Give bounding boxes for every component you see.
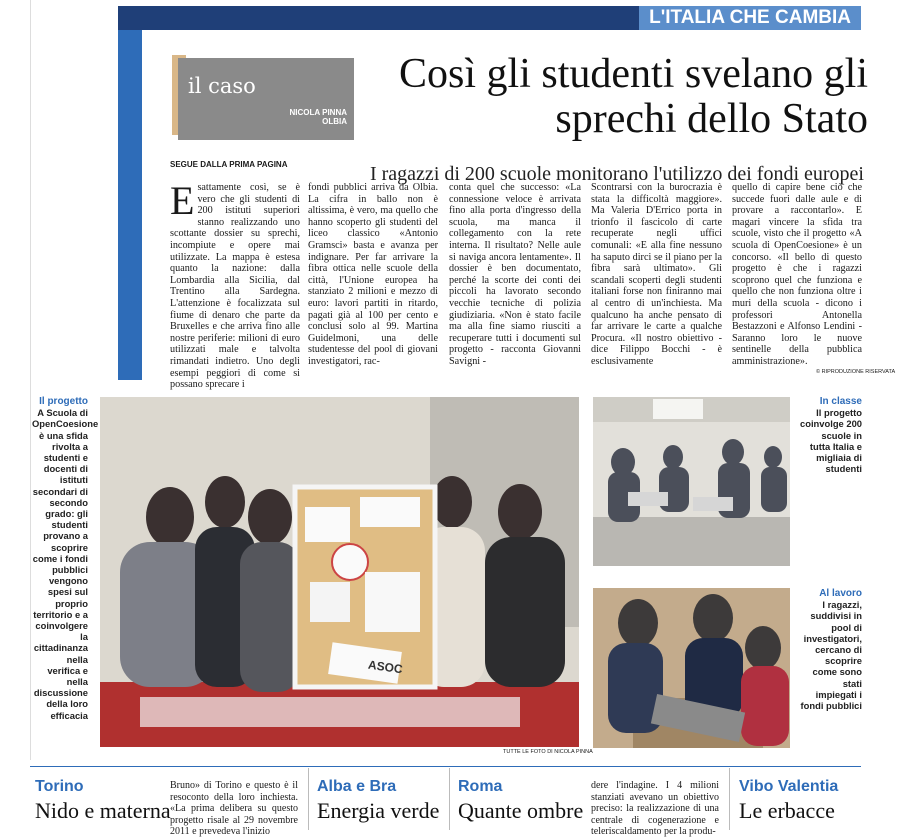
caso-box xyxy=(178,58,354,140)
byline-author: NICOLA PINNA xyxy=(289,108,347,117)
article-text: sattamente così, se è vero che gli studenti di 200 istituti superiori stanno realizzando uno scottante dossier su sprechi, incompiute e opere mai utilizzate. La mappa è estesa quanto la nazione: dalla Lombardia alla Sicilia, dal Trentino alla Sardegna. L'attenzione è focalizzata sul fiume di denaro che parte da Bruxelles e che arriva fino alle nostre periferie: milioni di euro utilizzati male e talvolta rimandati indietro. Uno degli esempi peggiori di come si possano sprecare i xyxy=(170,182,300,391)
sidebar-in-classe-text: Il progetto coinvolge 200 scuole in tutta Italia e migliaia di studenti xyxy=(800,407,863,475)
article-column-1 xyxy=(170,178,300,391)
board-sign: ASOC xyxy=(367,657,404,677)
drop-cap: E xyxy=(170,178,195,223)
sidebar-al-lavoro xyxy=(800,588,862,711)
sidebar-progetto-text: A Scuola di OpenCoesione è una sfida rivolta a studenti e docenti di istituti secondari di secondo grado: gli studenti provano a scoprire come i fondi pubblici vengono spesi sul proprio territorio e a coinvolgere la cittadinanza nella verifica e nella discussione della loro efficacia xyxy=(32,407,99,721)
sidebar-al-lavoro-label: Al lavoro xyxy=(819,588,862,599)
sidebar-al-lavoro-text: I ragazzi, suddivisi in pool di investigatori, cercano di scoprire come sono stati impiegati i fondi pubblici xyxy=(800,599,862,712)
photo-students-board xyxy=(100,397,579,747)
brief-city-torino: Torino xyxy=(35,778,84,795)
students-illustration xyxy=(100,397,579,747)
section-tag: L'ITALIA CHE CAMBIA xyxy=(639,6,861,30)
brief-head-vibo: Le erbacce xyxy=(739,798,835,823)
page-margin-rule xyxy=(30,0,31,760)
byline xyxy=(290,108,347,126)
brief-divider xyxy=(729,768,730,830)
caso-label: il caso xyxy=(188,74,256,98)
copyright-note: © RIPRODUZIONE RISERVATA xyxy=(816,369,896,375)
brief-body-torino: Bruno» di Torino e questo è il resoconto della loro inchiesta. «La prima delibera su questo progetto risale al 29 novembre 2011 e prevedeva l'inizio xyxy=(170,780,298,838)
segue-note: SEGUE DALLA PRIMA PAGINA xyxy=(170,160,288,169)
brief-head-alba: Energia verde xyxy=(317,798,440,823)
article-column-3: conta quel che successo: «La connessione veloce è arrivata fino alla porta d'ingresso della scuola, ma manca il collegamento con la rete interna. Il risultato? Nelle aule si naviga ancora lentamente». Il dossier è ben documentato, perché la scorte dei conti dei piccoli ha lavorato secondo vecchie tecniche di polizia giudiziaria. «Non è stato facile ma alla fine siamo riusciti a recuperare tutti i documenti sul progetto - racconta Giovanni Savigni - xyxy=(449,182,581,367)
working-illustration xyxy=(593,588,790,748)
article-column-4: Scontrarsi con la burocrazia è stata la difficoltà maggiore». Ma Valeria D'Errico porta in trionfo il fascicolo di carte recuperate negli uffici comunali: «E alla fine nessuno ha saputo dirci se il piano per la fibra sarà ultimato». Gli scandali scoperti degli studenti italiani forse non finiranno mai al centro di un'inchiesta. Ma qualcuno ha anche pensato di far arrivare le carte a qualche Procura. «Il nostro obiettivo - dice Filippo Bocchi - è esclusivamente xyxy=(591,182,722,367)
brief-head-roma: Quante ombre xyxy=(458,798,584,823)
brief-city-roma: Roma xyxy=(458,778,503,795)
brief-divider xyxy=(308,768,309,830)
article-side-rule xyxy=(118,30,142,380)
sidebar-progetto xyxy=(32,396,99,721)
article-column-2: fondi pubblici arriva da Olbia. La cifra in ballo non è altissima, è vero, ma quello che hanno scoperto gli studenti del liceo classico «Antonio Gramsci» basta e avanza per indignare. Per far arrivare la fibra ottica nelle scuole della città, l'Unione europea ha stanziato 2 milioni e mezzo di euro: lavori partiti in ritardo, pagati già al 100 per cento e conclusi solo al 99. Martina Guidelmoni, una delle studentesse del pool di giovani investigatori, rac- xyxy=(308,182,438,367)
photo-credit: TUTTE LE FOTO DI NICOLA PINNA xyxy=(503,749,593,755)
subheadline: I ragazzi di 200 scuole monitorano l'utilizzo dei fondi europei xyxy=(369,163,864,185)
brief-head-torino: Nido e materna xyxy=(35,798,171,823)
classroom-illustration xyxy=(593,397,790,566)
sidebar-in-classe xyxy=(800,396,862,474)
brief-body-roma: dere l'indagine. I 4 milioni stanziati avevano un obiettivo preciso: la realizzazione di una centrale di cogenerazione e teleriscaldamento per la produ- xyxy=(591,780,719,838)
brief-city-alba: Alba e Bra xyxy=(317,778,397,795)
brief-divider xyxy=(449,768,450,830)
sidebar-progetto-label: Il progetto xyxy=(39,396,88,407)
byline-place: OLBIA xyxy=(322,117,347,126)
bottom-rule xyxy=(30,766,861,767)
sidebar-in-classe-label: In classe xyxy=(819,396,862,407)
brief-city-vibo: Vibo Valentia xyxy=(739,778,839,795)
article-column-5: quello di capire bene ciò che succede fuori dalle aule e di provare a raccontarlo». E magari vincere la sfida tra scuole, visto che il progetto «A scuola di OpenCoesione» è un concorso. «Il bello di questo progetto è che i ragazzi scoprono quel che funziona e quello che non funziona oltre i muri della scuola - dicono i professori Antonella Bestazzoni e Alfonso Lendini - Saranno loro le nuove sentinelle della pubblica amministrazione». xyxy=(732,182,862,367)
photo-classroom xyxy=(593,397,790,566)
photo-students-working xyxy=(593,588,790,748)
headline: Così gli studenti svelano gli sprechi dello Stato xyxy=(399,51,868,142)
